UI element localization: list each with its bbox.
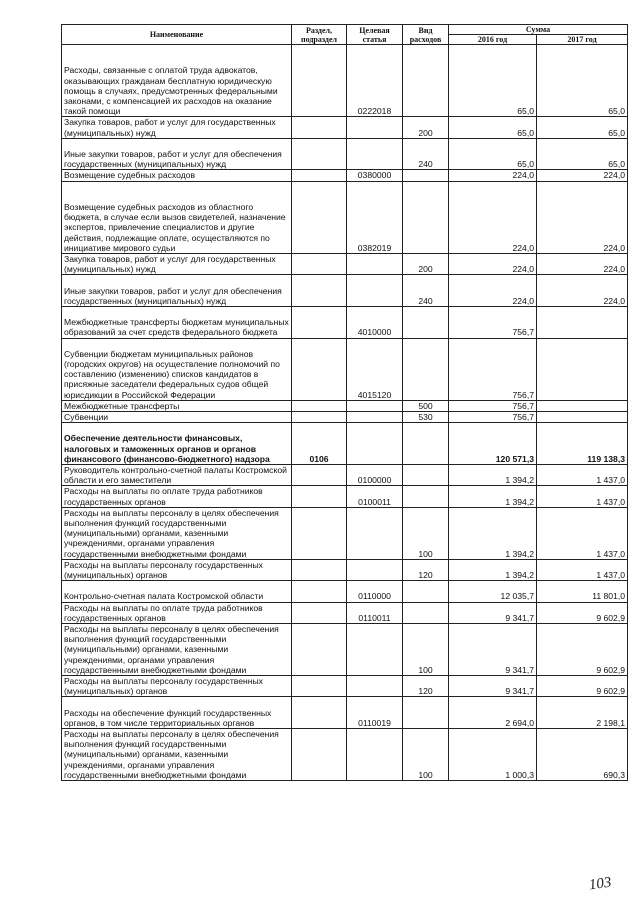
row-sum-2016: 65,0 [449,45,537,117]
row-target [347,253,403,274]
row-sum-2016: 2 694,0 [449,697,537,729]
row-name: Иные закупки товаров, работ и услуг для обеспечения государственных (муниципальных) нужд [62,275,292,307]
row-name: Расходы на выплаты персоналу в целях обеспечения выполнения функций государственными (муниципальными) органами, казенными учреждениями, органами управления государственными внебюджетными фондами [62,507,292,559]
row-sum-2016: 224,0 [449,181,537,253]
row-target: 0100011 [347,486,403,507]
row-target [347,275,403,307]
row-kind [403,464,449,485]
row-kind [403,306,449,338]
row-target [347,676,403,697]
row-sum-2017: 9 602,9 [537,676,628,697]
header-2016: 2016 год [449,35,537,45]
table-row [62,602,628,623]
table-row [62,423,628,465]
table-row [62,676,628,697]
table-row [62,138,628,170]
row-target: 0110011 [347,602,403,623]
row-section [292,400,347,411]
row-target: 0380000 [347,170,403,181]
table-row [62,400,628,411]
row-name: Закупка товаров, работ и услуг для государственных (муниципальных) нужд [62,117,292,138]
row-target [347,729,403,781]
row-name: Возмещение судебных расходов [62,170,292,181]
header-section: Раздел, подраздел [292,25,347,45]
row-sum-2017: 1 437,0 [537,507,628,559]
table-row [62,464,628,485]
table-row [62,486,628,507]
row-kind: 200 [403,253,449,274]
row-name: Расходы на выплаты персоналу в целях обеспечения выполнения функций государственными (муниципальными) органами, казенными учреждениями, органами управления государственными внебюджетными фондами [62,729,292,781]
row-sum-2017: 119 138,3 [537,423,628,465]
row-sum-2016: 65,0 [449,138,537,170]
table-row [62,275,628,307]
row-sum-2017: 2 198,1 [537,697,628,729]
row-name: Обеспечение деятельности финансовых, налоговых и таможенных органов и органов финансового (финансово-бюджетного) надзора [62,423,292,465]
row-sum-2016: 65,0 [449,117,537,138]
header-kind: Вид расходов [403,25,449,45]
row-sum-2017: 1 437,0 [537,486,628,507]
row-kind: 240 [403,275,449,307]
row-section [292,45,347,117]
table-row [62,507,628,559]
table-row [62,559,628,580]
row-section [292,117,347,138]
table-row [62,729,628,781]
table-row [62,624,628,676]
row-section [292,181,347,253]
row-name: Субвенции [62,411,292,422]
row-sum-2016: 9 341,7 [449,624,537,676]
row-target: 0110000 [347,581,403,602]
row-kind [403,486,449,507]
row-sum-2016: 756,7 [449,411,537,422]
row-kind [403,338,449,400]
row-sum-2016: 756,7 [449,338,537,400]
row-sum-2017: 224,0 [537,275,628,307]
table-body [62,45,628,781]
row-sum-2017 [537,306,628,338]
row-sum-2017 [537,400,628,411]
row-section [292,464,347,485]
row-sum-2017: 9 602,9 [537,624,628,676]
row-kind [403,423,449,465]
row-section [292,486,347,507]
row-name: Контрольно-счетная палата Костромской области [62,581,292,602]
row-name: Межбюджетные трансферты бюджетам муниципальных образований за счет средств федерального бюджета [62,306,292,338]
table-row [62,338,628,400]
row-name: Межбюджетные трансферты [62,400,292,411]
row-name: Закупка товаров, работ и услуг для государственных (муниципальных) нужд [62,253,292,274]
row-section [292,602,347,623]
row-target [347,411,403,422]
row-sum-2017: 690,3 [537,729,628,781]
row-name: Расходы, связанные с оплатой труда адвокатов, оказывающих гражданам бесплатную юридическую помощь в случаях, предусмотренных федеральными законами, с компенсацией их расходов на оказание такой помощи [62,45,292,117]
row-target: 4010000 [347,306,403,338]
row-sum-2016: 9 341,7 [449,602,537,623]
row-target: 0110019 [347,697,403,729]
header-sum: Сумма [449,25,628,35]
row-name: Расходы на выплаты по оплате труда работников государственных органов [62,486,292,507]
row-target [347,138,403,170]
row-section [292,581,347,602]
row-name: Субвенции бюджетам муниципальных районов (городских округов) на осуществление полномочий по составлению (изменению) списков кандидатов в присяжные заседатели федеральных судов общей юрисдикции в Российской Федерации [62,338,292,400]
row-kind: 500 [403,400,449,411]
row-kind [403,697,449,729]
row-sum-2017 [537,338,628,400]
row-kind: 100 [403,624,449,676]
row-target [347,507,403,559]
row-name: Возмещение судебных расходов из областного бюджета, в случае если вызов свидетелей, назначение экспертов, привлечение специалистов и другие действия, подлежащие оплате, осуществляются по инициативе мирового судьи [62,181,292,253]
row-section [292,170,347,181]
table-row [62,181,628,253]
row-sum-2017: 65,0 [537,138,628,170]
row-sum-2017: 65,0 [537,45,628,117]
header-name: Наименование [62,25,292,45]
row-sum-2017: 224,0 [537,181,628,253]
table-row [62,581,628,602]
row-section [292,253,347,274]
row-section [292,729,347,781]
row-kind [403,602,449,623]
row-section [292,306,347,338]
table-row [62,117,628,138]
row-kind: 530 [403,411,449,422]
row-section [292,697,347,729]
row-section [292,138,347,170]
row-kind: 240 [403,138,449,170]
row-target [347,423,403,465]
row-section [292,624,347,676]
row-kind: 100 [403,729,449,781]
row-name: Расходы на выплаты персоналу государственных (муниципальных) органов [62,559,292,580]
row-name: Расходы на выплаты персоналу в целях обеспечения выполнения функций государственными (муниципальными) органами, казенными учреждениями, органами управления государственными внебюджетными фондами [62,624,292,676]
header-target: Целевая статья [347,25,403,45]
budget-table [61,24,628,781]
row-target [347,117,403,138]
row-name: Расходы на выплаты персоналу государственных (муниципальных) органов [62,676,292,697]
row-target: 0382019 [347,181,403,253]
row-sum-2016: 224,0 [449,275,537,307]
table-row [62,697,628,729]
row-sum-2016: 9 341,7 [449,676,537,697]
row-sum-2016: 1 394,2 [449,486,537,507]
row-sum-2016: 224,0 [449,253,537,274]
table-row [62,253,628,274]
row-sum-2017: 1 437,0 [537,464,628,485]
row-kind: 120 [403,559,449,580]
row-kind: 100 [403,507,449,559]
row-kind [403,581,449,602]
row-kind: 200 [403,117,449,138]
table-row [62,411,628,422]
row-sum-2016: 224,0 [449,170,537,181]
row-target: 0100000 [347,464,403,485]
row-sum-2016: 756,7 [449,306,537,338]
page-number: 103 [587,874,613,894]
row-target [347,624,403,676]
row-section [292,507,347,559]
row-section [292,338,347,400]
row-sum-2017 [537,411,628,422]
row-kind: 120 [403,676,449,697]
row-name: Иные закупки товаров, работ и услуг для обеспечения государственных (муниципальных) нужд [62,138,292,170]
row-section: 0106 [292,423,347,465]
row-sum-2017: 9 602,9 [537,602,628,623]
table-header [62,25,628,45]
header-2017: 2017 год [537,35,628,45]
row-target: 4015120 [347,338,403,400]
row-name: Расходы на выплаты по оплате труда работников государственных органов [62,602,292,623]
row-sum-2016: 1 394,2 [449,464,537,485]
row-name: Расходы на обеспечение функций государственных органов, в том числе территориальных органов [62,697,292,729]
row-target: 0222018 [347,45,403,117]
row-kind [403,45,449,117]
row-sum-2017: 224,0 [537,170,628,181]
row-kind [403,181,449,253]
row-target [347,559,403,580]
row-sum-2017: 1 437,0 [537,559,628,580]
row-sum-2016: 1 000,3 [449,729,537,781]
row-section [292,676,347,697]
row-sum-2017: 224,0 [537,253,628,274]
row-sum-2016: 12 035,7 [449,581,537,602]
table-row [62,306,628,338]
row-sum-2016: 1 394,2 [449,507,537,559]
row-sum-2016: 756,7 [449,400,537,411]
row-target [347,400,403,411]
row-sum-2016: 1 394,2 [449,559,537,580]
table-row [62,45,628,117]
row-section [292,275,347,307]
row-sum-2016: 120 571,3 [449,423,537,465]
budget-table-sheet [61,24,627,781]
row-section [292,411,347,422]
row-sum-2017: 11 801,0 [537,581,628,602]
row-sum-2017: 65,0 [537,117,628,138]
table-row [62,170,628,181]
row-name: Руководитель контрольно-счетной палаты Костромской области и его заместители [62,464,292,485]
row-section [292,559,347,580]
row-kind [403,170,449,181]
